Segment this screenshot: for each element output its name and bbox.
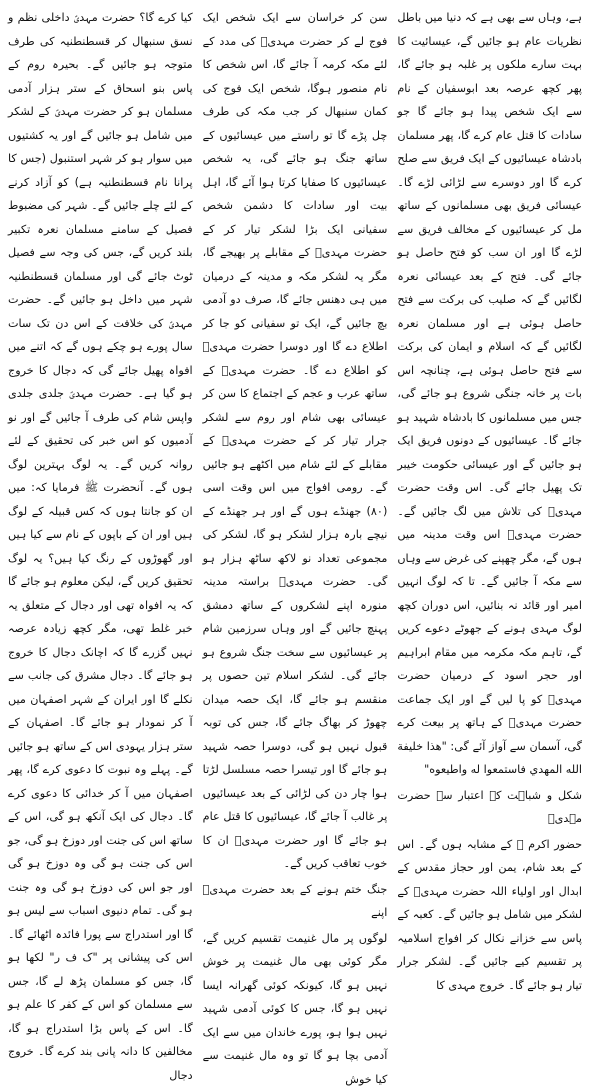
paragraph: ہے، وہاں سے بھی ہے کہ دنیا میں باطل نظریات عام ہو جائیں گے، عیسائیت کا بہت سارے ملکوں پر غلبہ ہو جائے گا، پھر کچھ عرصہ بعد ابوسفیان کے نام سے ایک شخص پیدا ہو جائے گا جو سادات کا قتل عام کرے گا، پھر مسلمان بادشاہ عیسائیوں کے ایک فریق سے صلح کرے گا اور دوسرے سے لڑائی لڑے گا۔ عیسائی فریق بھی مسلمانوں کے ساتھ مل کر عیسائیوں کے مخالف فریق سے لڑے گا اور ان سب کو فتح حاصل ہو جائے گی۔ فتح کے بعد عیسائی نعرہ لگائیں گے کہ صلیب کی برکت سے فتح حاصل ہوئی ہے اور مسلمان نعرہ لگائیں گے کہ اسلام و ایمان کی برکت سے فتح حاصل ہوئی ہے، چنانچہ اس بات پر خانہ جنگی شروع ہو جائے گی، جس میں مسلمانوں کا بادشاہ شہید ہو جائے گا۔ عیسائیوں کے دونوں فریق ایک ہو جائیں گے اور عیسائی حکومت خیبر تک پھیل جائے گی۔ اس وقت حضرت مہدیؑ کی تلاش میں لگ جائیں گے۔ حضرت مہدیؑ اس وقت مدینہ میں ہوں گے، مگر چھپنے کی غرض سے وہاں سے مکہ آ جائیں گے۔ تا کہ لوگ انہیں امیر اور قائد نہ بنائیں، اس دوران کچھ لوگ مہدی ہونے کے جھوٹے دعوے کریں گے، تاہم مکہ مکرمہ میں مقام ابراہیم اور حجر اسود کے درمیان حضرت مہدیؑ کو پا لیں گے اور ایک جماعت حضرت مہدیؑ کے ہاتھ پر بیعت کرے گی، آسمان سے آواز آئے گی: "هذا خليفة الله المهدي فاستمعوا له واطيعوه" (397, 6, 582, 782)
paragraph: حضور اکرم ﷺ کے مشابہ ہوں گے۔ اس کے بعد شام، یمن اور حجاز مقدس کے ابدال اور اولیاء اللہ حضرت مہدیؑ کے لشکر میں شامل ہو جائیں گے۔ کعبہ کے پاس سے خزانے نکال کر افواج اسلامیہ پر تقسیم کیے جائیں گے۔ لشکر جرار تیار ہو جائے گا۔ خروج مہدی کا (397, 833, 582, 998)
paragraph: لوگوں پر مال غنیمت تقسیم کریں گے، مگر کوئی بھی مال غنیمت پر خوش نہیں ہو گا، کیونکہ کوئی گھرانہ ایسا نہیں ہو گا، جس کا کوئی آدمی شہید نہیں ہوا ہو، پورے خاندان میں سے ایک آدمی بچا ہو گا تو وہ مال غنیمت سے کیا خوش (203, 927, 388, 1091)
paragraph: سن کر خراسان سے ایک شخص ایک فوج لے کر حضرت مہدیؑ کی مدد کے لئے مکہ کرمہ آ جائے گا، اس شخص کا نام منصور ہوگا، شخص ایک فوج کی کمان سنبھال کر جب مکہ کی طرف چل پڑے گا تو راستے میں عیسائیوں کے ساتھ جنگ ہو جائے گی، یہ شخص عیسائیوں کا صفایا کرتا ہوا آئے گا، اہل بیت اور سادات کا دشمن شخص سفیانی ایک بڑا لشکر تیار کر کے حضرت مہدیؑ کے مقابلے پر بھیجے گا، مگر یہ لشکر مکہ و مدینہ کے درمیان میں ہی دھنس جائے گا، صرف دو آدمی بچ جائیں گے، ایک تو سفیانی کو جا کر اطلاع دے گا اور دوسرا حضرت مہدیؑ کو اطلاع دے گا۔ حضرت مہدیؑ کے ساتھ عرب و عجم کے اجتماع کا سن کر عیسائی بھی شام اور روم سے لشکر جرار تیار کر کے حضرت مہدیؑ کے مقابلے کے لئے شام میں اکٹھے ہو جائیں گے۔ رومی افواج میں اس وقت اسی (۸۰) جھنڈے ہوں گے اور ہر جھنڈے کے نیچے بارہ ہزار لشکر ہو گا، لشکر کی مجموعی تعداد نو لاکھ ساٹھ ہزار ہو گی۔ حضرت مہدیؑ براستہ مدینہ منورہ اپنے لشکروں کے ساتھ دمشق پہنچ جائیں گے اور وہاں سرزمین شام پر عیسائیوں سے سخت جنگ شروع ہو جائے گی۔ لشکر اسلام تین حصوں پر منقسم ہو جائے گا، ایک حصہ میدان چھوڑ کر بھاگ جائے گا، جس کی توبہ قبول نہیں ہو گی، دوسرا حصہ شہید ہو جائے گا اور تیسرا حصہ مسلسل لڑتا ہوا چار دن کی لڑائی کے بعد عیسائیوں پر غالب آ جائے گا، عیسائیوں کا قتل عام ہو جائے گا اور حضرت مہدیؑ ان کا خوب تعاقب کریں گے۔ (203, 6, 388, 876)
text-column-right (397, 6, 582, 815)
paragraph: کیا کرے گا؟ حضرت مہدیؑ داخلی نظم و نسق سنبھال کر قسطنطنیہ کی طرف متوجہ ہو جائیں گے۔ بحیرہ روم کے پاس بنو اسحاق کے ستر ہزار آدمی مسلمان ہو کر حضرت مہدیؑ کے لشکر میں شامل ہو جائیں گے اور یہ کشتیوں میں سوار ہو کر شہر استنبول (جس کا پرانا نام قسطنطنیہ ہے) کو آزاد کرنے کے لئے چلے جائیں گے۔ شہر کی مضبوط فصیل کے سامنے مسلمان نعرہ تکبیر بلند کریں گے، جس کی وجہ سے فصیل ٹوٹ جائے گی اور مسلمان قسطنطنیہ شہر میں داخل ہو جائیں گے۔ حضرت مہدیؑ کی خلافت کے اس دن تک سات سال پورے ہو چکے ہوں گے کہ اتنے میں افواہ پھیل جائے گی کہ دجال کا خروج ہو گیا ہے۔ حضرت مہدیؑ جلدی جلدی واپس شام کی طرف آ جائیں گے اور نو آدمیوں کو اس خبر کی تحقیق کے لئے روانہ کریں گے۔ یہ لوگ بہترین لوگ ہوں گے۔ آنحضرت ﷺ فرمایا کہ: میں ان کو جانتا ہوں کہ کس قبیلہ کے لوگ ہیں اور ان کے باپوں کے نام سے کیا ہیں اور گھوڑوں کے رنگ کیا ہیں؟ یہ لوگ تحقیق کریں گے، لیکن معلوم ہو جائے گا کہ یہ افواہ تھی اور دجال کے متعلق یہ خبر غلط تھی، مگر کچھ زیادہ عرصہ نہیں گزرے گا کہ اچانک دجال کا خروج ہو جائے گا۔ دجال مشرق کی جانب سے نکلے گا اور ایران کے شہر اصفہان میں آ کر نمودار ہو جائے گا۔ اصفہان کے ستر ہزار یہودی اس کے ساتھ ہو جائیں گے۔ پہلے وہ نبوت کا دعوی کرے گا، پھر اصفہان میں آ کر خدائی کا دعوی کرے گا۔ دجال کی ایک آنکھ ہو گی، اس کے ساتھ اس کی جنت اور دوزخ ہو گی، جو اس کی جنت ہو گی وہ دوزخ ہو گی اور جو اس کی دوزخ ہو گی وہ جنت ہو گی۔ تمام دنیوی اسباب سے لیس ہو گا اور استدراج سے پورا فائدہ اٹھائے گا۔ اس کی پیشانی پر "ک ف ر" لکھا ہو گا، جس کو مسلمان پڑھ لے گا، جس سے مسلمان کو اس کے کفر کا علم ہو گا۔ اس کے پاس بڑا استدراج ہو گا، مخالفین کا دانہ پانی بند کرے گا۔ خروج دجال (8, 6, 193, 1087)
text-column-left (8, 6, 193, 815)
paragraph-lead: شکل و شباہت کے اعتبار سے حضرت مہدیؑ (397, 784, 582, 831)
text-column-middle (203, 6, 388, 815)
paragraph-lead: جنگ ختم ہونے کے بعد حضرت مہدیؑ اپنے (203, 878, 388, 925)
